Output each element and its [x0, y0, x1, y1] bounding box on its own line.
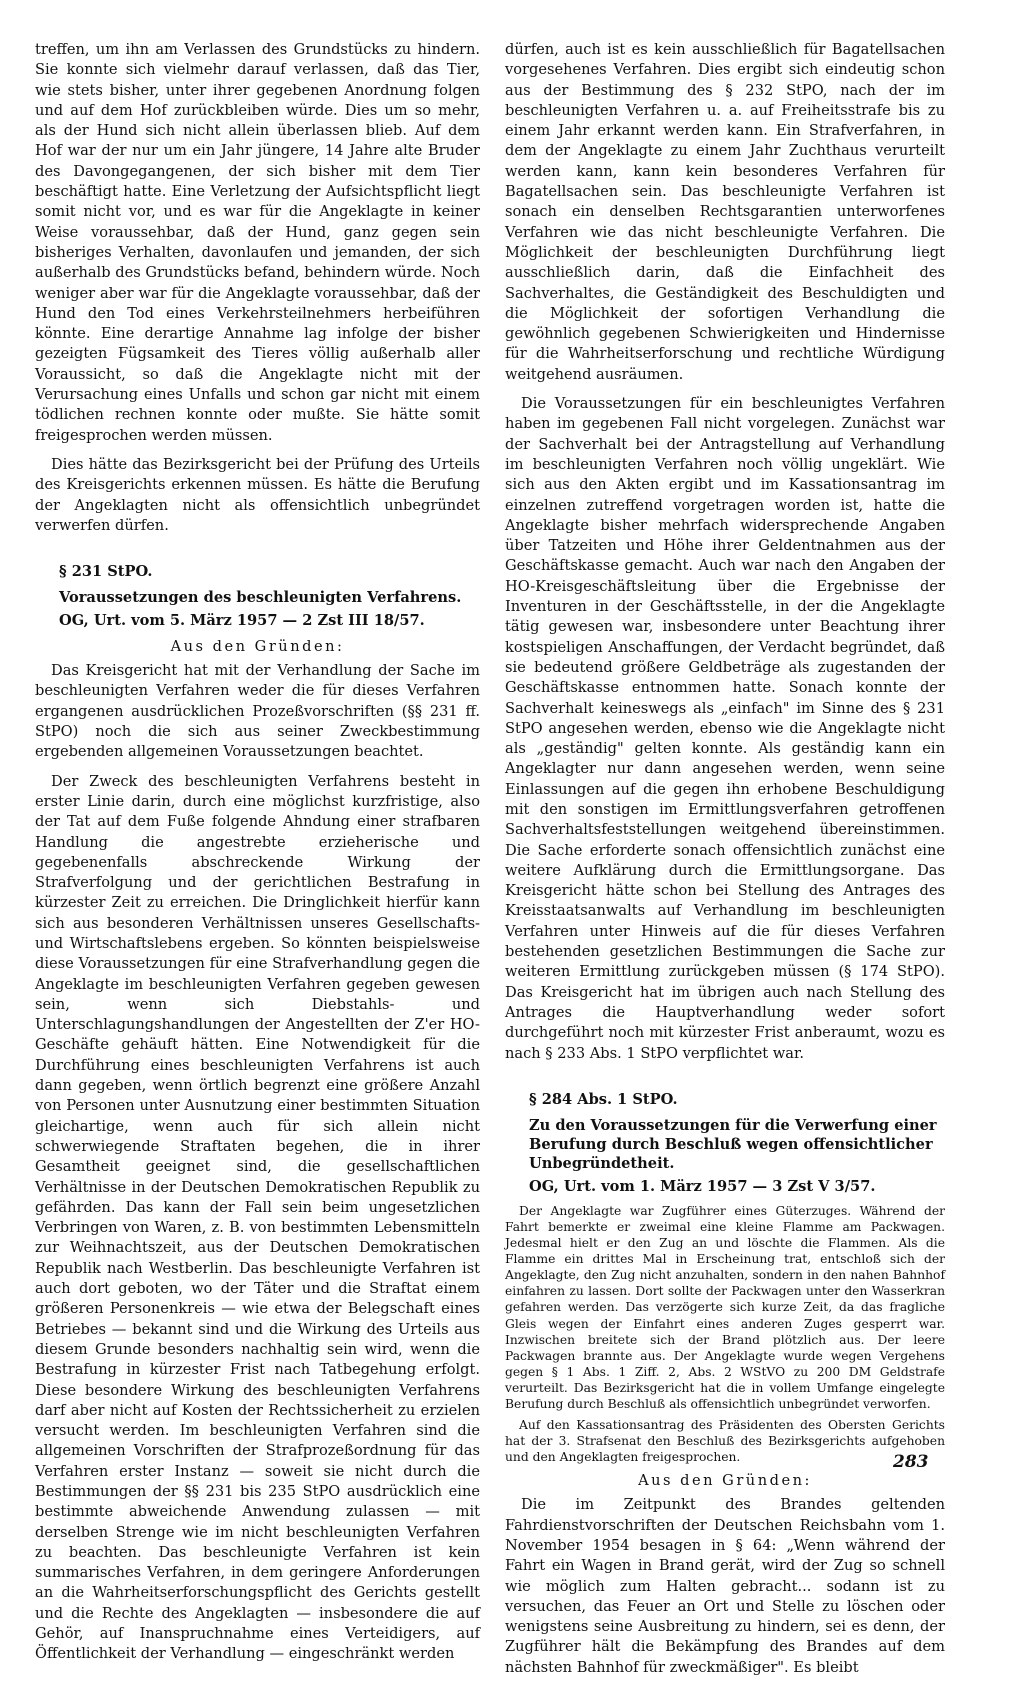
section-reference: § 284 Abs. 1 StPO. [529, 1090, 678, 1108]
case-summary: Der Angeklagte war Zugführer eines Güterzuges. Während der Fahrt bemerkte er zweimal eine kleine Flamme am Packwagen. Jedesmal hielt er den Zug an und löschte die Flammen. Als die Flamme ein drittes Mal in Erscheinung trat, entschloß sich der Angeklagte, den Zug nicht anzuhalten, sondern in den nahen Bahnhof einfahren zu lassen. Dort sollte der Packwagen unter den Wasserkran gefahren werden. Das verzögerte sich kurze Zeit, da das fragliche Gleis wegen der Einfahrt eines anderen Zuges gesperrt war. Inzwischen breitete sich der Brand plötzlich aus. Der leere Packwagen brannte aus. Der Angeklagte wurde wegen Vergehens gegen § 1 Abs. 1 Ziff. 2, Abs. 2 WStVO zu 200 DM Geldstrafe verurteilt. Das Bezirksgericht hat die in vollem Umfange eingelegte Berufung durch Beschluß als offensichtlich unbegründet verworfen. [505, 1203, 945, 1411]
paragraph: dürfen, auch ist es kein ausschließlich für Bagatellsachen vorgesehenes Verfahren. Dies ergibt sich eindeutig schon aus der Bestimmung des § 232 StPO, nach der im beschleunigten Verfahren u. a. auf Freiheitsstrafe bis zu einem Jahr erkannt werden kann. Ein Strafverfahren, in dem der Angeklagte zu einem Jahr Zuchthaus verurteilt werden kann, kann kein besonderes Verfahren für Bagatellsachen sein. Das beschleunigte Verfahren ist sonach ein denselben Rechtsgarantien unterworfenes Verfahren wie das nicht beschleunigte Verfahren. Die Möglichkeit der beschleunigten Durchführung liegt ausschließlich darin, daß die Einfachheit des Sachverhaltes, die Geständigkeit des Beschuldigten und die Möglichkeit der sofortigen Verhandlung die gewöhnlich gegebenen Schwierigkeiten und Hindernisse für die Wahrheitserforschung und rechtliche Würdigung weitgehend ausräumen. [505, 41, 945, 383]
paragraph: Dies hätte das Bezirksgericht bei der Prüfung des Urteils des Kreisgerichts erkennen müssen. Es hätte die Berufung der Angeklagten nicht als offensichtlich unbegründet verwerfen dürfen. [35, 455, 480, 534]
section-reference: § 231 StPO. [59, 563, 153, 581]
right-column [505, 40, 945, 1687]
paragraph: treffen, um ihn am Verlassen des Grundstücks zu hindern. Sie konnte sich vielmehr darauf verlassen, daß das Tier, wie stets bisher, unter ihrer gegebenen Anordnung folgen und auf dem Hof zurückbleiben würde. Dies um so mehr, als der Hund sich nicht allein überlassen blieb. Auf dem Hof war der nur um ein Jahr jüngere, 14 Jahre alte Bruder des Davongegangenen, der sich bisher mit dem Tier beschäftigt hatte. Eine Verletzung der Aufsichtspflicht liegt somit nicht vor, und es war für die Angeklagte in keiner Weise voraussehbar, daß der Hund, ganz gegen sein bisheriges Verhalten, davonlaufen und jemanden, der sich außerhalb des Grundstücks befand, behindern würde. Noch weniger aber war für die Angeklagte voraussehbar, daß der Hund den Tod eines Verkehrsteilnehmers herbeiführen könnte. Eine derartige Annahme lag infolge der bisher gezeigten Fügsamkeit des Tieres völlig außerhalb aller Voraussicht, so daß die Angeklagte nicht mit der Verursachung eines Unfalls und schon gar nicht mit einem tödlichen rechnen konnte oder mußte. Sie hätte somit freigesprochen werden müssen. [35, 41, 480, 444]
paragraph: Der Zweck des beschleunigten Verfahrens besteht in erster Linie darin, durch eine möglichst kurzfristige, also der Tat auf dem Fuße folgende Ahndung einer strafbaren Handlung die angestrebte erzieherische und gegebenenfalls abschreckende Wirkung der Strafverfolgung und der gerichtlichen Bestrafung in kürzester Zeit zu erreichen. Die Dringlichkeit hierfür kann sich aus besonderen Verhältnissen unseres Gesellschafts- und Wirtschaftslebens ergeben. So könnten beispielsweise diese Voraussetzungen für eine Strafverhandlung gegen die Angeklagte im beschleunigten Verfahren gegeben gewesen sein, wenn sich Diebstahls- und Unterschlagungshandlungen der Angestellten der Z'er HO-Geschäfte gehäuft hätten. Eine Notwendigkeit für die Durchführung eines beschleunigten Verfahrens ist auch dann gegeben, wenn örtlich begrenzt eine größere Anzahl von Personen unter Ausnutzung einer bestimmten Situation gleichartige, wenn auch für sich allein nicht schwerwiegende Straftaten begehen, die in ihrer Gesamtheit geeignet sind, die gesellschaftlichen Verhältnisse in der Deutschen Demokratischen Republik zu gefährden. Das kann der Fall sein beim ungesetzlichen Verbringen von Waren, z. B. von bestimmten Lebensmitteln zur Weihnachtszeit, aus der Deutschen Demokratischen Republik nach Westberlin. Das beschleunigte Verfahren ist auch dort geboten, wo der Täter und die Straftat einem größeren Personenkreis — wie etwa der Belegschaft eines Betriebes — bekannt sind und die Wirkung des Urteils aus diesem Grunde besonders nachhaltig sein wird, wenn die Bestrafung in kürzester Frist nach Tatbegehung erfolgt. Diese besondere Wirkung des beschleunigten Verfahrens darf aber nicht auf Kosten der Rechtssicherheit zu erzielen versucht werden. Im beschleunigten Verfahren sind die allgemeinen Vorschriften der Strafprozeßordnung für das Verfahren erster Instanz — soweit sie nicht durch die Bestimmungen der §§ 231 bis 235 StPO ausdrücklich eine bestimmte abweichende Anwendung zulassen — mit derselben Strenge wie im nicht beschleunigten Verfahren zu beachten. Das beschleunigte Verfahren ist kein summarisches Verfahren, in dem geringere Anforderungen an die Wahrheitserforschungspflicht des Gerichts gestellt und die Rechte des Angeklagten — insbesondere die auf Gehör, auf Inanspruchnahme eines Verteidigers, auf Öffentlichkeit der Verhandlung — eingeschränkt werden [35, 772, 480, 1663]
reasons-heading: Aus den Gründen: [638, 1472, 812, 1490]
paragraph: Die im Zeitpunkt des Brandes geltenden Fahrdienstvorschriften der Deutschen Reichsbahn vom 1. November 1954 besagen in § 64: „Wenn während der Fahrt ein Wagen in Brand gerät, wird der Zug so schnell wie möglich zum Halten gebracht... sodann ist zu versuchen, das Feuer an Ort und Stelle zu löschen oder wenigstens seine Ausbreitung zu hindern, sei es denn, der Zugführer hält die Bekämpfung des Brandes auf dem nächsten Bahnhof für zweckmäßiger". Es bleibt [505, 1496, 945, 1676]
case-reference: OG, Urt. vom 1. März 1957 — 3 Zst V 3/57. [529, 1177, 876, 1195]
section-title: Voraussetzungen des beschleunigten Verfahrens. [59, 589, 462, 607]
case-outcome: Auf den Kassationsantrag des Präsidenten des Obersten Gerichts hat der 3. Strafsenat den Beschluß des Bezirksgerichts aufgehoben und den Angeklagten freigesprochen. [505, 1418, 945, 1465]
reasons-heading: Aus den Gründen: [170, 638, 345, 656]
left-column [35, 40, 480, 1674]
paragraph: Die Voraussetzungen für ein beschleunigtes Verfahren haben im gegebenen Fall nicht vorgelegen. Zunächst war der Sachverhalt bei der Antragstellung auf Verhandlung im beschleunigten Verfahren noch völlig ungeklärt. Wie sich aus den Akten ergibt und im Kassationsantrag im einzelnen zutreffend vorgetragen worden ist, hatte die Angeklagte bisher mehrfach widersprechende Angaben über Tatzeiten und Höhe ihrer Geldentnahmen aus der Geschäftskasse gemacht. Auch war nach den Angaben der HO-Kreisgeschäftsleitung über die Ergebnisse der Inventuren in der Geschäftsstelle, in der die Angeklagte tätig gewesen war, insbesondere unter Beachtung ihrer kostspieligen Anschaffungen, der Verdacht begründet, daß sie bedeutend größere Geldbeträge als zugestanden der Geschäftskasse entnommen hatte. Sonach konnte der Sachverhalt keineswegs als „einfach" im Sinne des § 231 StPO angesehen werden, ebenso wie die Angeklagte nicht als „geständig" gelten konnte. Als geständig kann ein Angeklagter nur dann angesehen werden, wenn seine Einlassungen auf die gegen ihn erhobene Beschuldigung mit den sonstigen im Ermittlungsverfahren getroffenen Sachverhaltsfeststellungen weitgehend übereinstimmen. Die Sache erforderte sonach offensichtlich zunächst eine weitere Aufklärung durch die Ermittlungsorgane. Das Kreisgericht hätte schon bei Stellung des Antrages des Kreisstaatsanwalts auf Verhandlung im beschleunigten Verfahren unter Hinweis auf die für dieses Verfahren bestehenden gesetzlichen Bestimmungen die Sache zur weiteren Ermittlung zurückgeben müssen (§ 174 StPO). Das Kreisgericht hat im übrigen auch nach Stellung des Antrages die Hauptverhandlung weder sofort durchgeführt noch mit kürzester Frist anberaumt, wozu es nach § 233 Abs. 1 StPO verpflichtet war. [505, 395, 945, 1062]
paragraph: Das Kreisgericht hat mit der Verhandlung der Sache im beschleunigten Verfahren weder die für dieses Verfahren ergangenen ausdrücklichen Prozeßvorschriften (§§ 231 ff. StPO) noch die sich aus seiner Zweckbestimmung ergebenden allgemeinen Voraussetzungen beachtet. [35, 662, 480, 761]
page-number: 283 [893, 1452, 929, 1472]
case-reference: OG, Urt. vom 5. März 1957 — 2 Zst III 18/57. [59, 612, 425, 630]
section-title: Zu den Voraussetzungen für die Verwerfung einer Berufung durch Beschluß wegen offensichtlicher Unbegründetheit. [529, 1116, 937, 1172]
